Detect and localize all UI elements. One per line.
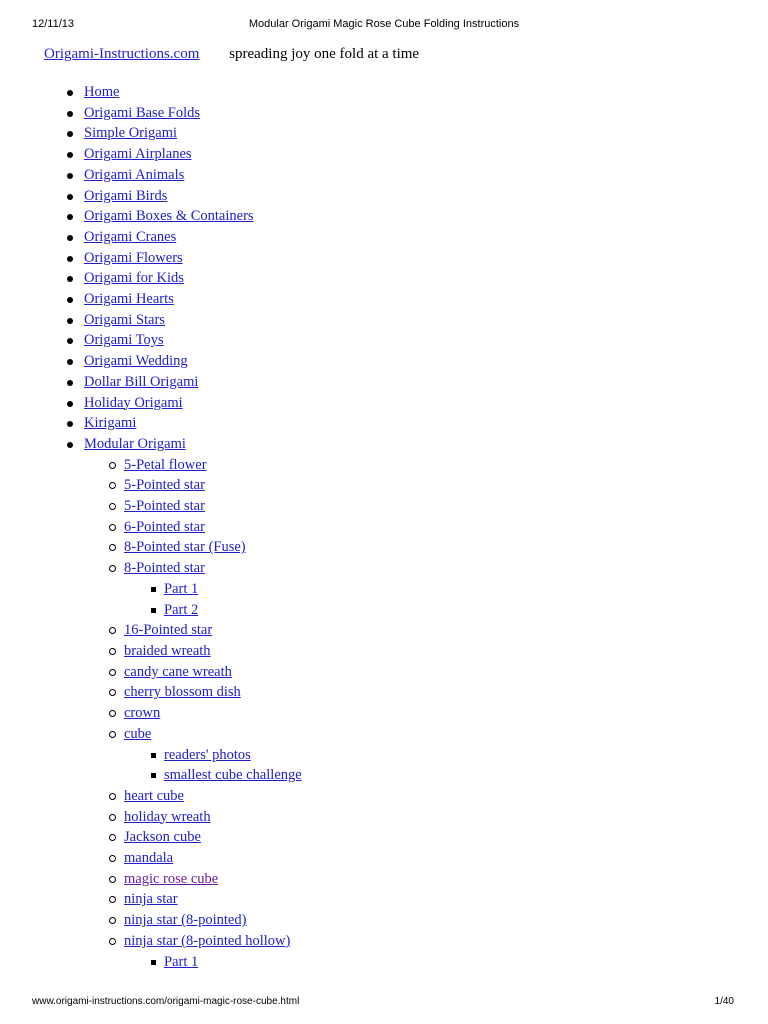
circle-bullet-icon <box>109 689 116 696</box>
sub-link-braided-wreath[interactable]: braided wreath <box>124 642 211 659</box>
disc-bullet-icon <box>67 297 73 303</box>
circle-bullet-icon <box>109 814 116 821</box>
circle-bullet-icon <box>109 710 116 717</box>
sub-item <box>84 786 302 807</box>
sub-item <box>84 537 302 558</box>
disc-bullet-icon <box>67 401 73 407</box>
disc-bullet-icon <box>67 194 73 200</box>
nav-link-hearts[interactable]: Origami Hearts <box>84 291 174 308</box>
square-bullet-icon <box>151 608 156 613</box>
disc-bullet-icon <box>67 442 73 448</box>
sub-item <box>84 910 302 931</box>
disc-bullet-icon <box>67 111 73 117</box>
sub-item <box>84 455 302 476</box>
nav-link-base-folds[interactable]: Origami Base Folds <box>84 104 200 121</box>
cube-sub-item <box>124 765 302 786</box>
nav-link-stars[interactable]: Origami Stars <box>84 311 165 328</box>
sub-link-cherry-blossom-dish[interactable]: cherry blossom dish <box>124 684 241 701</box>
disc-bullet-icon <box>67 421 73 427</box>
circle-bullet-icon <box>109 731 116 738</box>
disc-bullet-icon <box>67 173 73 179</box>
disc-bullet-icon <box>67 152 73 158</box>
nav-item <box>0 227 302 248</box>
sub-link-mandala[interactable]: mandala <box>124 850 174 867</box>
sub-link-5-petal-flower[interactable]: 5-Petal flower <box>124 456 207 473</box>
eight-pointed-parts-list <box>124 579 302 620</box>
circle-bullet-icon <box>109 503 116 510</box>
sub-link-5-pointed-star-2[interactable]: 5-Pointed star <box>124 498 205 515</box>
circle-bullet-icon <box>109 524 116 531</box>
cube-sub-item <box>124 745 302 766</box>
nav-link-simple[interactable]: Simple Origami <box>84 125 178 142</box>
sub-item <box>84 931 302 972</box>
circle-bullet-icon <box>109 793 116 800</box>
site-logo-link[interactable]: Origami-Instructions.com <box>44 46 200 62</box>
circle-bullet-icon <box>109 482 116 489</box>
nav-item <box>0 186 302 207</box>
disc-bullet-icon <box>67 276 73 282</box>
nav-link-flowers[interactable]: Origami Flowers <box>84 249 183 266</box>
circle-bullet-icon <box>109 876 116 883</box>
nav-item <box>0 289 302 310</box>
circle-bullet-icon <box>109 938 116 945</box>
sub-link-cube[interactable]: cube <box>124 725 152 742</box>
sub-item <box>84 807 302 828</box>
nav-item <box>0 372 302 393</box>
part-item <box>124 600 302 621</box>
nav-item <box>0 103 302 124</box>
sub-link-magic-rose-cube[interactable]: magic rose cube <box>124 870 219 887</box>
circle-bullet-icon <box>109 855 116 862</box>
nav-item <box>0 351 302 372</box>
print-footer <box>0 996 768 1016</box>
circle-bullet-icon <box>109 627 116 634</box>
page-number: 1/40 <box>714 996 734 1007</box>
sub-link-crown[interactable]: crown <box>124 705 161 722</box>
disc-bullet-icon <box>67 318 73 324</box>
nav-item <box>0 393 302 414</box>
nav-link-toys[interactable]: Origami Toys <box>84 332 164 349</box>
nav-item <box>0 165 302 186</box>
cube-link-smallest-challenge[interactable]: smallest cube challenge <box>164 767 302 784</box>
nav-item <box>0 144 302 165</box>
nav-link-home[interactable]: Home <box>84 84 120 100</box>
sub-link-8-pointed-star[interactable]: 8-Pointed star <box>124 560 205 577</box>
disc-bullet-icon <box>67 256 73 262</box>
disc-bullet-icon <box>67 131 73 137</box>
nav-item <box>0 82 302 103</box>
sub-item <box>84 848 302 869</box>
sub-item <box>84 827 302 848</box>
square-bullet-icon <box>151 753 156 758</box>
sub-item <box>84 641 302 662</box>
nav-list <box>0 82 302 972</box>
circle-bullet-icon <box>109 544 116 551</box>
disc-bullet-icon <box>67 338 73 344</box>
disc-bullet-icon <box>67 235 73 241</box>
nav-link-modular[interactable]: Modular Origami <box>84 435 186 452</box>
sub-link-5-pointed-star[interactable]: 5-Pointed star <box>124 477 205 494</box>
disc-bullet-icon <box>67 214 73 220</box>
modular-sublist <box>84 455 302 973</box>
circle-bullet-icon <box>109 669 116 676</box>
nav-link-dollar-bill[interactable]: Dollar Bill Origami <box>84 373 199 390</box>
disc-bullet-icon <box>67 380 73 386</box>
sub-item <box>84 620 302 641</box>
disc-bullet-icon <box>67 359 73 365</box>
nav-link-holiday[interactable]: Holiday Origami <box>84 394 183 411</box>
square-bullet-icon <box>151 773 156 778</box>
sub-item <box>84 517 302 538</box>
main-nav <box>0 82 302 972</box>
circle-bullet-icon <box>109 917 116 924</box>
print-date: 12/11/13 <box>32 18 75 30</box>
nav-item <box>0 123 302 144</box>
nav-link-airplanes[interactable]: Origami Airplanes <box>84 146 192 163</box>
sub-link-ninja-star-8-hollow[interactable]: ninja star (8-pointed hollow) <box>124 932 291 949</box>
circle-bullet-icon <box>109 648 116 655</box>
print-header <box>0 15 768 35</box>
disc-bullet-icon <box>67 90 73 96</box>
sub-item <box>84 558 302 620</box>
cube-sublist <box>124 745 302 786</box>
nav-link-birds[interactable]: Origami Birds <box>84 187 168 204</box>
sub-item <box>84 703 302 724</box>
sub-item <box>84 662 302 683</box>
sub-item <box>84 496 302 517</box>
nav-link-animals[interactable]: Origami Animals <box>84 166 185 183</box>
sub-link-6-pointed-star[interactable]: 6-Pointed star <box>124 518 205 535</box>
nav-item <box>0 310 302 331</box>
nav-link-boxes[interactable]: Origami Boxes & Containers <box>84 208 254 225</box>
part-link-1[interactable]: Part 1 <box>164 580 199 597</box>
sub-link-8-pointed-star-fuse[interactable]: 8-Pointed star (Fuse) <box>124 539 246 556</box>
part-item <box>124 579 302 600</box>
sub-link-jackson-cube[interactable]: Jackson cube <box>124 829 201 846</box>
sub-link-16-pointed-star[interactable]: 16-Pointed star <box>124 622 213 639</box>
part-link-2[interactable]: Part 2 <box>164 601 199 618</box>
site-tagline: spreading joy one fold at a time <box>229 46 420 62</box>
nav-link-kids[interactable]: Origami for Kids <box>84 270 184 287</box>
nav-link-wedding[interactable]: Origami Wedding <box>84 353 188 370</box>
sub-item <box>84 475 302 496</box>
circle-bullet-icon <box>109 834 116 841</box>
nav-link-cranes[interactable]: Origami Cranes <box>84 228 177 245</box>
square-bullet-icon <box>151 587 156 592</box>
nav-link-kirigami[interactable]: Kirigami <box>84 415 137 432</box>
sub-link-ninja-star[interactable]: ninja star <box>124 891 178 908</box>
sub-item <box>84 724 302 786</box>
cube-link-readers-photos[interactable]: readers' photos <box>164 746 251 763</box>
circle-bullet-icon <box>109 565 116 572</box>
ninja-hollow-parts-list <box>124 952 302 973</box>
sub-link-candy-cane-wreath[interactable]: candy cane wreath <box>124 663 232 680</box>
print-title: Modular Origami Magic Rose Cube Folding Instructions <box>248 18 520 30</box>
sub-link-holiday-wreath[interactable]: holiday wreath <box>124 808 211 825</box>
sub-item <box>84 889 302 910</box>
nav-item <box>0 413 302 434</box>
sub-link-ninja-star-8[interactable]: ninja star (8-pointed) <box>124 912 247 929</box>
nav-item <box>0 330 302 351</box>
circle-bullet-icon <box>109 896 116 903</box>
sub-item <box>84 682 302 703</box>
nav-item <box>0 206 302 227</box>
part-item <box>124 952 302 973</box>
square-bullet-icon <box>151 960 156 965</box>
nav-item <box>0 248 302 269</box>
print-url: www.origami-instructions.com/origami-magic-rose-cube.html <box>32 996 300 1007</box>
ninja-hollow-part-link-1[interactable]: Part 1 <box>164 953 199 970</box>
nav-item <box>0 434 302 972</box>
sub-link-heart-cube[interactable]: heart cube <box>124 787 184 804</box>
circle-bullet-icon <box>109 462 116 469</box>
nav-item <box>0 268 302 289</box>
site-header <box>44 46 419 63</box>
sub-item <box>84 869 302 890</box>
